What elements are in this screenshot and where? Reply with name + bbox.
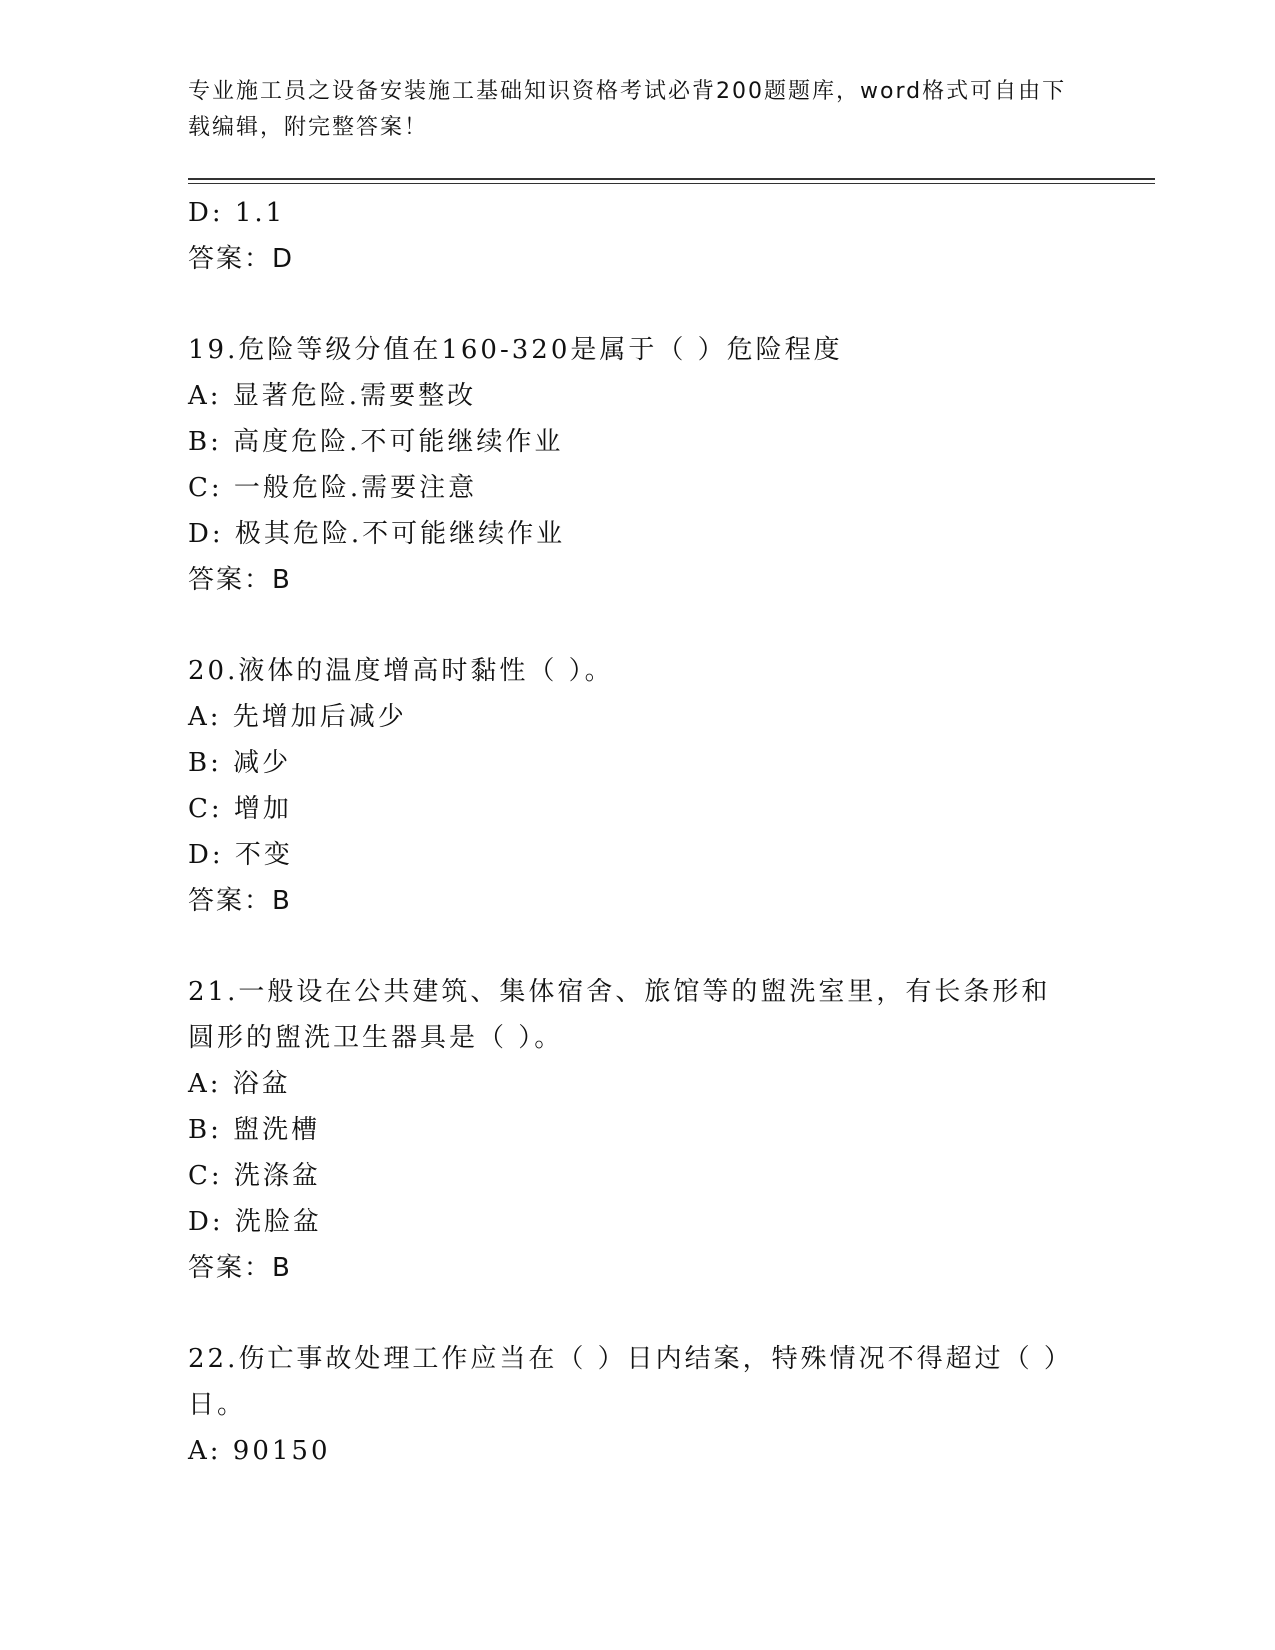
answer: 答案：B — [188, 1253, 292, 1283]
option-b: B: 减少 — [188, 748, 292, 778]
question-21 — [188, 969, 1088, 1291]
option-a: A: 90150 — [188, 1436, 331, 1466]
question-stem: 20.液体的温度增高时黏性（ ）。 — [188, 656, 614, 686]
option-b: B: 盥洗槽 — [188, 1115, 321, 1145]
option-a: A: 先增加后减少 — [188, 702, 407, 732]
question-22 — [188, 1336, 1088, 1474]
question-20 — [188, 648, 1088, 924]
option-a: A: 显著危险.需要整改 — [188, 381, 477, 411]
question-stem: 19.危险等级分值在160-320是属于（ ）危险程度 — [188, 335, 843, 365]
question-content — [188, 190, 1088, 1474]
question-stem: 21.一般设在公共建筑、集体宿舍、旅馆等的盥洗室里，有长条形和圆形的盥洗卫生器具是（ ）。 — [188, 977, 1051, 1053]
option-c: C: 增加 — [188, 794, 292, 824]
option-b: B: 高度危险.不可能继续作业 — [188, 427, 564, 457]
option-d: D: 不变 — [188, 840, 293, 870]
question-19 — [188, 327, 1088, 603]
option-c: C: 洗涤盆 — [188, 1161, 321, 1191]
option-d: D: 极其危险.不可能继续作业 — [188, 519, 566, 549]
prev-answer: 答案：D — [188, 244, 295, 274]
header-rule-thin — [188, 183, 1155, 184]
document-header: 专业施工员之设备安装施工基础知识资格考试必背200题题库，word格式可自由下载编辑，附完整答案！ — [188, 79, 1067, 140]
option-d: D: 洗脸盆 — [188, 1207, 322, 1237]
answer: 答案：B — [188, 886, 292, 916]
header-rule-thick — [188, 178, 1155, 180]
option-a: A: 浴盆 — [188, 1069, 291, 1099]
prev-option-d: D: 1.1 — [188, 198, 286, 228]
option-c: C: 一般危险.需要注意 — [188, 473, 478, 503]
answer: 答案：B — [188, 565, 292, 595]
question-stem: 22.伤亡事故处理工作应当在（ ）日内结案，特殊情况不得超过（ ）日。 — [188, 1344, 1060, 1420]
